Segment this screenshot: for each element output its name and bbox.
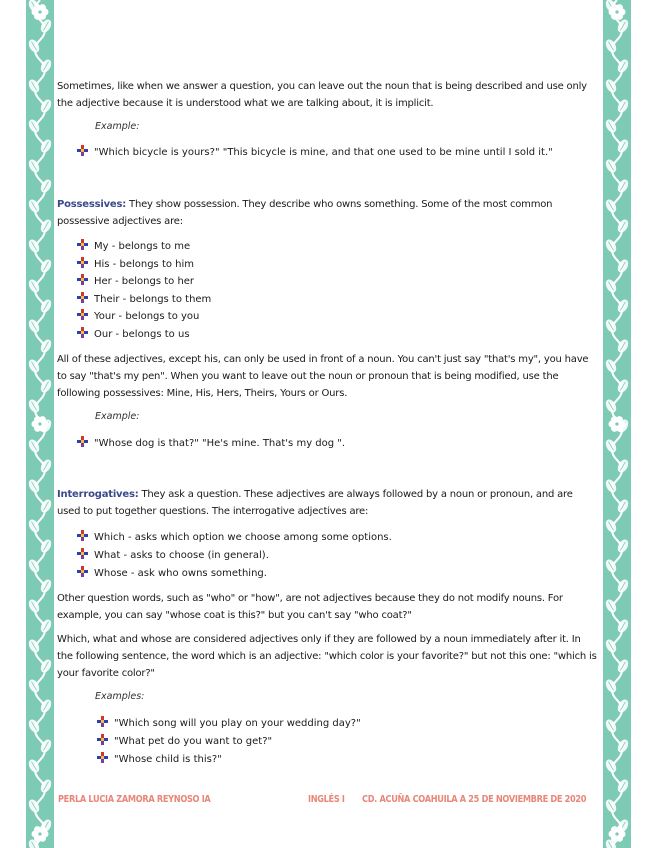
list-item-text: Their - belongs to them [94, 293, 212, 305]
footer-author: PERLA LUCIA ZAMORA REYNOSO IA [58, 794, 211, 805]
example-text: "Whose dog is that?" "He's mine. That's my dog ". [94, 438, 346, 449]
list-item [97, 751, 222, 768]
interrogatives-note-2: Which, what and whose are considered adjectives only if they are followed by a noun immediately after it. In the following sentence, the word which is an adjective: "which color is your favorite?" but not this one: "which is your favorite color?" [57, 634, 597, 679]
list-item-text: Her - belongs to her [94, 276, 195, 287]
example-text: "Which bicycle is yours?" "This bicycle is mine, and that one used to be mine until I sold it." [94, 147, 553, 158]
list-item [77, 291, 211, 308]
list-item-text: "Which song will you play on your wedding day?" [114, 718, 361, 729]
bullet-icon [97, 734, 108, 745]
bullet-icon [97, 716, 108, 727]
interrogatives-paragraph: Interrogatives: They ask a question. These adjectives are always followed by a noun or pronoun, and are used to put together questions. The interrogative adjectives are: [57, 489, 573, 517]
interrogatives-term: Interrogatives: [57, 489, 139, 500]
vine-pattern-left [26, 0, 54, 848]
list-item [77, 256, 194, 273]
list-item-text: Your - belongs to you [94, 311, 200, 322]
bullet-icon [77, 530, 88, 541]
list-item-text: "Whose child is this?" [114, 754, 222, 765]
possessives-paragraph: Possessives: They show possession. They describe who owns something. Some of the most common possessive adjectives are: [57, 199, 553, 227]
intro-example-item [77, 144, 553, 161]
left-vine-border [26, 0, 54, 848]
vine-pattern-right [603, 0, 631, 848]
bullet-icon [97, 752, 108, 763]
interrogatives-note-1: Other question words, such as "who" or "how", are not adjectives because they do not modify nouns. For example, you can say "whose coat is this?" but you can't say "who coat?" [57, 593, 563, 621]
list-item [77, 326, 190, 343]
footer-place-date: CD. ACUÑA COAHUILA A 25 DE NOVIEMBRE DE 2020 [362, 794, 587, 805]
list-item [77, 238, 190, 255]
intro-paragraph: Sometimes, like when we answer a question, you can leave out the noun that is being described and use only the adjective because it is understood what we are talking about, it is implicit. [57, 81, 587, 109]
list-item [77, 565, 267, 582]
list-item-text: Whose - ask who owns something. [94, 568, 267, 579]
list-item [77, 308, 199, 325]
right-vine-border [603, 0, 631, 848]
list-item-text: "What pet do you want to get?" [114, 736, 273, 747]
bullet-icon [77, 274, 88, 285]
bullet-icon [77, 292, 88, 303]
bullet-icon [77, 436, 88, 447]
list-item-text: What - asks to choose (in general). [94, 550, 269, 561]
list-item [77, 547, 269, 564]
list-item [77, 529, 392, 546]
list-item-text: Which - asks which option we choose among some options. [94, 532, 392, 543]
possessives-example-item [77, 435, 345, 452]
bullet-icon [77, 309, 88, 320]
list-item [97, 733, 272, 750]
list-item [97, 715, 361, 732]
example-label: Example: [95, 411, 140, 422]
possessives-note: All of these adjectives, except his, can only be used in front of a noun. You can't just say "that's my", you have to say "that's my pen". When you want to leave out the noun or pronoun that is being modified, use the following possessives: Mine, His, Hers, Theirs, Yours or Ours. [57, 354, 589, 399]
list-item-text: His - belongs to him [94, 258, 195, 270]
example-label: Example: [95, 121, 140, 132]
list-item [77, 273, 194, 290]
examples-label: Examples: [95, 691, 145, 702]
footer-subject: INGLÉS I [308, 794, 345, 805]
possessives-term: Possessives: [57, 199, 127, 210]
bullet-icon [77, 239, 88, 250]
list-item-text: Our - belongs to us [94, 328, 190, 340]
bullet-icon [77, 257, 88, 268]
bullet-icon [77, 566, 88, 577]
bullet-icon [77, 145, 88, 156]
bullet-icon [77, 548, 88, 559]
bullet-icon [77, 327, 88, 338]
list-item-text: My - belongs to me [94, 241, 191, 252]
